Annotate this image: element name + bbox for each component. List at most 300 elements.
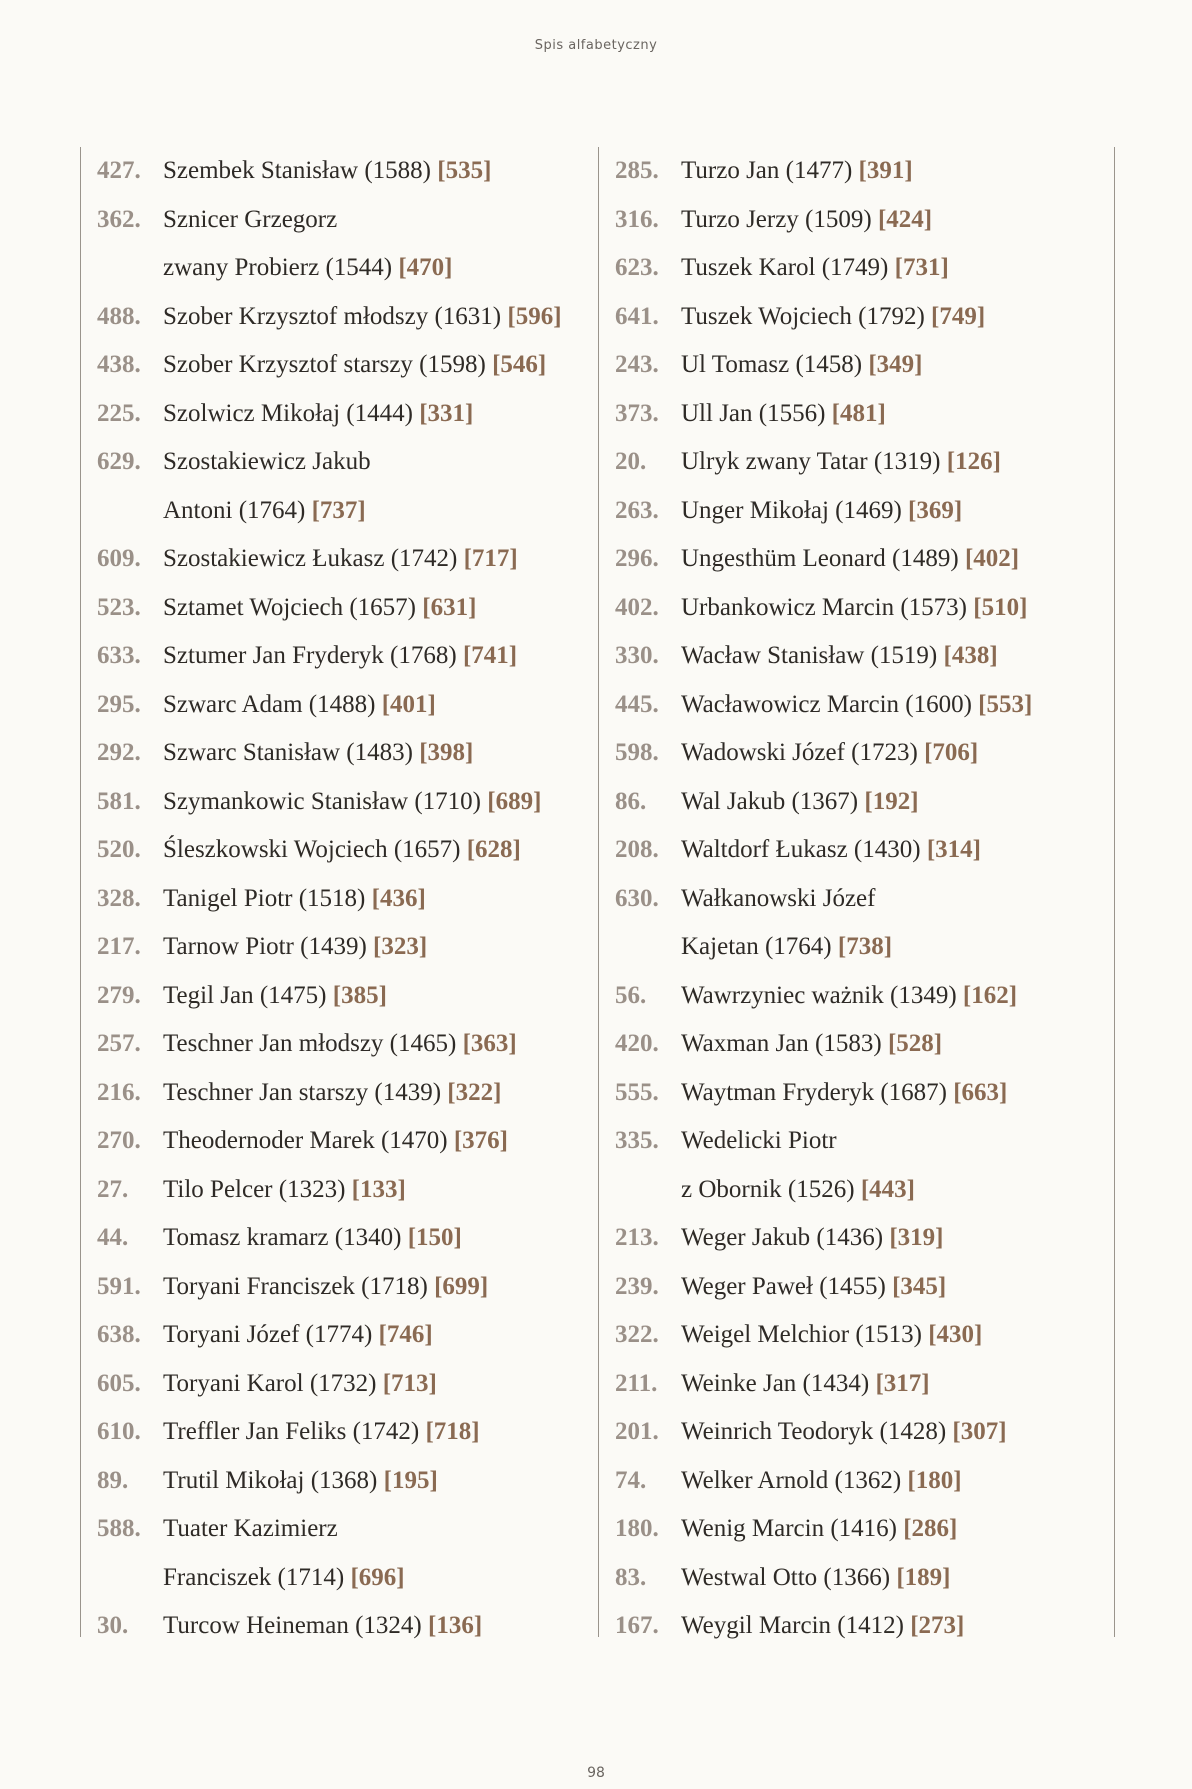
entry-text: Szolwicz Mikołaj (1444) <box>163 399 413 427</box>
entry-number: 216. <box>97 1078 141 1106</box>
index-entry <box>81 632 601 681</box>
entry-text: Waytman Fryderyk (1687) <box>681 1078 947 1106</box>
entry-page-ref: [319] <box>889 1224 944 1251</box>
index-entry <box>599 1214 1114 1263</box>
entry-text: Treffler Jan Feliks (1742) <box>163 1418 420 1445</box>
entry-text: Unger Mikołaj (1469) <box>681 496 902 524</box>
entry-number: 295. <box>97 690 141 718</box>
entry-name <box>163 1117 508 1166</box>
entry-name <box>681 1360 930 1409</box>
entry-text: Sztamet Wojciech (1657) <box>163 593 417 621</box>
entry-text: Szwarc Stanisław (1483) <box>163 739 413 766</box>
entry-text: Tilo Pelcer (1323) <box>163 1175 346 1203</box>
entry-name <box>681 729 978 778</box>
entry-name <box>163 1214 462 1263</box>
entry-page-ref: [150] <box>407 1224 462 1251</box>
entry-page-ref: [731] <box>894 254 949 281</box>
entry-number: 641. <box>615 302 659 330</box>
entry-page-ref: [323] <box>373 933 428 960</box>
entry-number: 420. <box>615 1030 659 1057</box>
index-entry <box>81 293 601 342</box>
entry-number: 427. <box>97 157 141 184</box>
entry-text: Tarnow Piotr (1439) <box>163 933 367 960</box>
entry-name <box>681 632 998 681</box>
entry-number: 243. <box>615 351 659 378</box>
index-entry <box>599 584 1114 633</box>
index-entry <box>599 1311 1114 1360</box>
index-entry <box>81 1214 601 1263</box>
entry-text: Westwal Otto (1366) <box>681 1563 891 1591</box>
entry-name <box>163 1263 488 1312</box>
entry-number: 373. <box>615 399 659 427</box>
entry-number: 438. <box>97 351 141 378</box>
entry-number: 362. <box>97 205 141 233</box>
entry-page-ref: [322] <box>447 1078 502 1106</box>
index-entry <box>81 1166 601 1215</box>
entry-number: 598. <box>615 739 659 766</box>
entry-text: Tuater Kazimierz <box>163 1515 338 1542</box>
entry-name <box>163 1360 437 1409</box>
index-entry <box>599 1360 1114 1409</box>
entry-name <box>163 1069 501 1118</box>
index-column-left <box>80 147 601 1637</box>
entry-number: 488. <box>97 302 141 330</box>
entry-name <box>681 341 923 390</box>
entry-number: 83. <box>615 1563 647 1591</box>
entry-name <box>163 147 491 196</box>
entry-number: 225. <box>97 399 141 427</box>
entry-number: 211. <box>615 1369 658 1397</box>
entry-number: 605. <box>97 1369 141 1397</box>
entry-page-ref: [307] <box>952 1418 1007 1445</box>
entry-number: 74. <box>615 1466 647 1494</box>
index-entry <box>599 729 1114 778</box>
entry-number: 523. <box>97 593 141 621</box>
entry-page-ref: [424] <box>877 205 933 233</box>
entry-number: 208. <box>615 836 659 863</box>
index-entry <box>599 1069 1114 1118</box>
entry-name <box>681 681 1032 730</box>
entry-number: 591. <box>97 1272 141 1300</box>
entry-text: Welker Arnold (1362) <box>681 1466 902 1494</box>
index-entry <box>599 438 1114 487</box>
entry-name <box>681 438 1001 487</box>
entry-number: 257. <box>97 1030 141 1057</box>
entry-page-ref: [510] <box>973 593 1028 621</box>
entry-name <box>163 341 546 390</box>
entry-text: Ull Jan (1556) <box>681 399 826 427</box>
entry-page-ref: [195] <box>383 1466 438 1494</box>
entry-page-ref: [331] <box>419 399 474 427</box>
entry-name <box>163 293 562 342</box>
entry-name <box>163 1457 438 1506</box>
entry-name <box>163 1311 433 1360</box>
entry-page-ref: [189] <box>896 1563 951 1591</box>
entry-text: Wałkanowski Józef <box>681 884 876 912</box>
entry-name <box>681 1069 1007 1118</box>
entry-name <box>681 147 913 196</box>
entry-page-ref: [317] <box>875 1369 930 1397</box>
entry-text: Weinke Jan (1434) <box>681 1369 870 1397</box>
index-entry <box>599 972 1114 1021</box>
entry-name <box>163 632 517 681</box>
entry-page-ref: [535] <box>437 157 492 184</box>
index-entry <box>599 244 1114 293</box>
entry-text: Urbankowicz Marcin (1573) <box>681 593 968 621</box>
entry-name <box>163 535 518 584</box>
entry-number: 609. <box>97 545 141 572</box>
entry-page-ref: [706] <box>924 739 979 766</box>
entry-text: Waxman Jan (1583) <box>681 1030 882 1057</box>
entry-page-ref: [133] <box>351 1175 406 1203</box>
entry-number: 328. <box>97 884 141 912</box>
entry-page-ref: [286] <box>903 1515 958 1542</box>
index-entry <box>599 1457 1114 1506</box>
entry-text: Turzo Jan (1477) <box>681 157 853 184</box>
entry-number: 263. <box>615 496 659 524</box>
entry-text: Ulryk zwany Tatar (1319) <box>681 448 941 475</box>
index-entry <box>81 826 601 875</box>
entry-text: Weger Paweł (1455) <box>681 1272 886 1300</box>
entry-page-ref: [376] <box>453 1127 509 1154</box>
entry-name <box>681 244 949 293</box>
entry-name <box>163 438 371 487</box>
entry-text: Sztumer Jan Fryderyk (1768) <box>163 642 457 669</box>
entry-page-ref: [391] <box>858 157 913 184</box>
entry-name <box>681 1457 962 1506</box>
entry-text: z Obornik (1526) <box>681 1175 855 1203</box>
index-entry <box>81 729 601 778</box>
entry-page-ref: [438] <box>943 642 998 669</box>
entry-name <box>163 729 473 778</box>
index-entry <box>81 778 601 827</box>
index-entry <box>599 1554 1114 1603</box>
entry-page-ref: [738] <box>837 933 893 960</box>
entry-page-ref: [689] <box>487 787 542 815</box>
entry-page-ref: [349] <box>868 351 923 378</box>
entry-name <box>681 778 919 827</box>
entry-number: 402. <box>615 593 659 621</box>
entry-text: Szostakiewicz Łukasz (1742) <box>163 545 458 572</box>
entry-name <box>163 923 427 972</box>
entry-number: 555. <box>615 1078 659 1106</box>
entry-name <box>681 1408 1007 1457</box>
entry-name <box>681 1505 957 1554</box>
entry-text: Wacław Stanisław (1519) <box>681 642 938 669</box>
entry-text: Ungesthüm Leonard (1489) <box>681 545 959 572</box>
index-entry <box>81 1263 601 1312</box>
entry-number: 279. <box>97 981 141 1009</box>
entry-text: Wal Jakub (1367) <box>681 787 859 815</box>
index-entry <box>599 1408 1114 1457</box>
entry-page-ref: [385] <box>332 981 387 1009</box>
entry-text: Szostakiewicz Jakub <box>163 448 371 475</box>
entry-text: Szymankowic Stanisław (1710) <box>163 787 482 815</box>
entry-page-ref: [402] <box>964 545 1020 572</box>
entry-number: 217. <box>97 933 141 960</box>
entry-name <box>681 1311 982 1360</box>
entry-page-ref: [401] <box>381 690 436 718</box>
index-entry <box>81 875 601 924</box>
entry-name <box>163 826 521 875</box>
entry-text: Toryani Karol (1732) <box>163 1369 377 1397</box>
entry-number: 201. <box>615 1418 659 1445</box>
entry-number: 581. <box>97 787 141 815</box>
entry-page-ref: [631] <box>422 593 477 621</box>
entry-number: 89. <box>97 1466 129 1494</box>
entry-number: 292. <box>97 739 141 766</box>
index-entry <box>81 390 601 439</box>
entry-number: 445. <box>615 690 659 718</box>
index-entry <box>81 1020 601 1069</box>
entry-text: Sznicer Grzegorz <box>163 205 338 233</box>
entry-number: 629. <box>97 448 141 475</box>
entry-page-ref: [737] <box>311 496 366 524</box>
entry-page-ref: [192] <box>864 787 919 815</box>
entry-text: Teschner Jan starszy (1439) <box>163 1078 442 1106</box>
entry-page-ref: [699] <box>434 1272 489 1300</box>
entry-name <box>681 196 932 245</box>
index-entry <box>599 875 1114 924</box>
index-entry <box>599 535 1114 584</box>
entry-page-ref: [363] <box>462 1030 517 1057</box>
index-entry <box>599 1505 1114 1554</box>
entry-page-ref: [749] <box>931 302 986 330</box>
entry-name <box>163 972 387 1021</box>
entry-number: 638. <box>97 1321 141 1348</box>
entry-page-ref: [628] <box>466 836 521 863</box>
index-column-right <box>598 147 1115 1637</box>
entry-page-ref: [314] <box>926 836 981 863</box>
entry-name <box>681 1602 964 1651</box>
entry-text: Turcow Heineman (1324) <box>163 1612 422 1639</box>
entry-name <box>681 487 962 536</box>
entry-number: 30. <box>97 1612 129 1639</box>
entry-number: 285. <box>615 157 659 184</box>
entry-text: Antoni (1764) <box>163 496 306 524</box>
entry-name <box>163 1602 482 1651</box>
entry-number: 588. <box>97 1515 141 1542</box>
entry-name <box>163 875 426 924</box>
index-entry <box>599 632 1114 681</box>
entry-text: Wenig Marcin (1416) <box>681 1515 897 1542</box>
entry-page-ref: [663] <box>953 1078 1008 1106</box>
entry-text: Tanigel Piotr (1518) <box>163 884 366 912</box>
entry-name <box>163 584 476 633</box>
entry-page-ref: [443] <box>860 1175 915 1203</box>
index-entry <box>599 1020 1114 1069</box>
index-entry <box>599 923 1114 972</box>
entry-page-ref: [481] <box>831 399 886 427</box>
index-entry <box>81 681 601 730</box>
entry-page-ref: [126] <box>946 448 1001 475</box>
entry-page-ref: [470] <box>398 254 453 281</box>
entry-text: Waltdorf Łukasz (1430) <box>681 836 921 863</box>
entry-name <box>681 1263 946 1312</box>
index-entry <box>81 487 601 536</box>
index-entry <box>81 1069 601 1118</box>
entry-page-ref: [596] <box>507 302 562 330</box>
entry-number: 44. <box>97 1224 129 1251</box>
entry-number: 630. <box>615 884 659 912</box>
index-entry <box>81 438 601 487</box>
entry-name <box>681 923 892 972</box>
entry-number: 633. <box>97 642 141 669</box>
entry-name <box>681 1554 950 1603</box>
entry-name <box>681 972 1017 1021</box>
index-entry <box>599 293 1114 342</box>
entry-text: Ul Tomasz (1458) <box>681 351 863 378</box>
index-entry <box>599 778 1114 827</box>
entry-name <box>163 1505 338 1554</box>
index-entry <box>81 1554 601 1603</box>
index-entry <box>599 1166 1114 1215</box>
entry-page-ref: [136] <box>428 1612 483 1639</box>
entry-name <box>681 1166 915 1215</box>
index-entry <box>81 341 601 390</box>
entry-page-ref: [162] <box>962 981 1018 1009</box>
entry-text: Tuszek Wojciech (1792) <box>681 302 925 330</box>
entry-name <box>681 875 875 924</box>
entry-page-ref: [546] <box>492 351 547 378</box>
entry-name <box>163 244 453 293</box>
entry-number: 270. <box>97 1127 141 1154</box>
entry-name <box>681 390 886 439</box>
entry-number: 520. <box>97 836 141 863</box>
index-entry <box>81 972 601 1021</box>
entry-text: Toryani Franciszek (1718) <box>163 1272 428 1300</box>
index-entry <box>599 681 1114 730</box>
entry-text: Wacławowicz Marcin (1600) <box>681 690 972 718</box>
entry-number: 27. <box>97 1175 129 1203</box>
entry-text: Theodernoder Marek (1470) <box>163 1127 448 1154</box>
index-entry <box>81 196 601 245</box>
entry-number: 330. <box>615 642 659 669</box>
index-entry <box>599 390 1114 439</box>
entry-number: 335. <box>615 1127 659 1154</box>
entry-page-ref: [717] <box>463 545 518 572</box>
index-entry <box>599 1117 1114 1166</box>
entry-number: 20. <box>615 448 647 475</box>
entry-text: Toryani Józef (1774) <box>163 1321 373 1348</box>
entry-page-ref: [345] <box>892 1272 947 1300</box>
index-entry <box>81 1311 601 1360</box>
index-entry <box>81 1408 601 1457</box>
index-entry <box>81 147 601 196</box>
running-header: Spis alfabetyczny <box>534 38 658 53</box>
entry-name <box>163 778 541 827</box>
entry-name <box>163 196 337 245</box>
entry-name <box>163 1408 480 1457</box>
entry-text: Weigel Melchior (1513) <box>681 1321 922 1348</box>
entry-text: Szober Krzysztof młodszy (1631) <box>163 302 502 330</box>
entry-name <box>163 1166 406 1215</box>
index-entry <box>81 1505 601 1554</box>
entry-number: 180. <box>615 1515 659 1542</box>
index-entry <box>81 1457 601 1506</box>
entry-text: Weygil Marcin (1412) <box>681 1612 904 1639</box>
entry-text: Wedelicki Piotr <box>681 1127 837 1154</box>
entry-number: 623. <box>615 254 659 281</box>
entry-page-ref: [718] <box>425 1418 480 1445</box>
entry-page-ref: [430] <box>928 1321 983 1348</box>
entry-text: Trutil Mikołaj (1368) <box>163 1466 378 1494</box>
entry-text: Weinrich Teodoryk (1428) <box>681 1418 947 1445</box>
entry-text: Weger Jakub (1436) <box>681 1224 884 1251</box>
entry-page-ref: [273] <box>910 1612 965 1639</box>
index-entry <box>599 487 1114 536</box>
index-entry <box>599 1263 1114 1312</box>
entry-number: 316. <box>615 205 659 233</box>
index-entry <box>81 1117 601 1166</box>
index-entry <box>599 341 1114 390</box>
index-entry <box>81 244 601 293</box>
index-entry <box>81 1602 601 1651</box>
entry-text: Turzo Jerzy (1509) <box>681 205 872 233</box>
index-entry <box>81 535 601 584</box>
index-entry <box>599 1602 1114 1651</box>
entry-page-ref: [696] <box>350 1563 405 1591</box>
entry-number: 296. <box>615 545 659 572</box>
index-entry <box>81 1360 601 1409</box>
entry-text: Kajetan (1764) <box>681 933 832 960</box>
entry-page-ref: [553] <box>978 690 1033 718</box>
entry-name <box>681 1117 837 1166</box>
page-number: 98 <box>587 1765 605 1781</box>
entry-text: Szober Krzysztof starszy (1598) <box>163 351 486 378</box>
entry-number: 56. <box>615 981 647 1009</box>
entry-name <box>163 1020 517 1069</box>
entry-number: 322. <box>615 1321 659 1348</box>
entry-page-ref: [369] <box>908 496 963 524</box>
entry-text: Wadowski Józef (1723) <box>681 739 918 766</box>
entry-name <box>681 826 981 875</box>
entry-name <box>163 390 473 439</box>
index-entry <box>81 923 601 972</box>
index-entry <box>81 584 601 633</box>
entry-name <box>681 1020 942 1069</box>
entry-page-ref: [436] <box>371 884 426 912</box>
entry-page-ref: [528] <box>887 1030 943 1057</box>
entry-text: Śleszkowski Wojciech (1657) <box>163 836 461 863</box>
entry-number: 213. <box>615 1224 659 1251</box>
entry-page-ref: [713] <box>382 1369 437 1397</box>
entry-text: Wawrzyniec ważnik (1349) <box>681 981 957 1009</box>
entry-number: 239. <box>615 1272 659 1300</box>
entry-name <box>163 681 436 730</box>
entry-page-ref: [398] <box>419 739 474 766</box>
entry-page-ref: [741] <box>462 642 518 669</box>
entry-text: Tuszek Karol (1749) <box>681 254 889 281</box>
entry-name <box>163 1554 405 1603</box>
entry-name <box>681 584 1027 633</box>
index-entry <box>599 826 1114 875</box>
entry-page-ref: [180] <box>907 1466 962 1494</box>
entry-text: Franciszek (1714) <box>163 1563 345 1591</box>
entry-number: 610. <box>97 1418 141 1445</box>
entry-name <box>681 535 1019 584</box>
entry-number: 167. <box>615 1612 659 1639</box>
entry-name <box>681 293 985 342</box>
entry-name <box>681 1214 944 1263</box>
index-entry <box>599 147 1114 196</box>
entry-text: Szembek Stanisław (1588) <box>163 157 432 184</box>
entry-page-ref: [746] <box>378 1321 433 1348</box>
entry-number: 86. <box>615 787 647 815</box>
entry-text: Tomasz kramarz (1340) <box>163 1224 402 1251</box>
entry-text: Szwarc Adam (1488) <box>163 690 376 718</box>
entry-text: zwany Probierz (1544) <box>163 254 393 281</box>
